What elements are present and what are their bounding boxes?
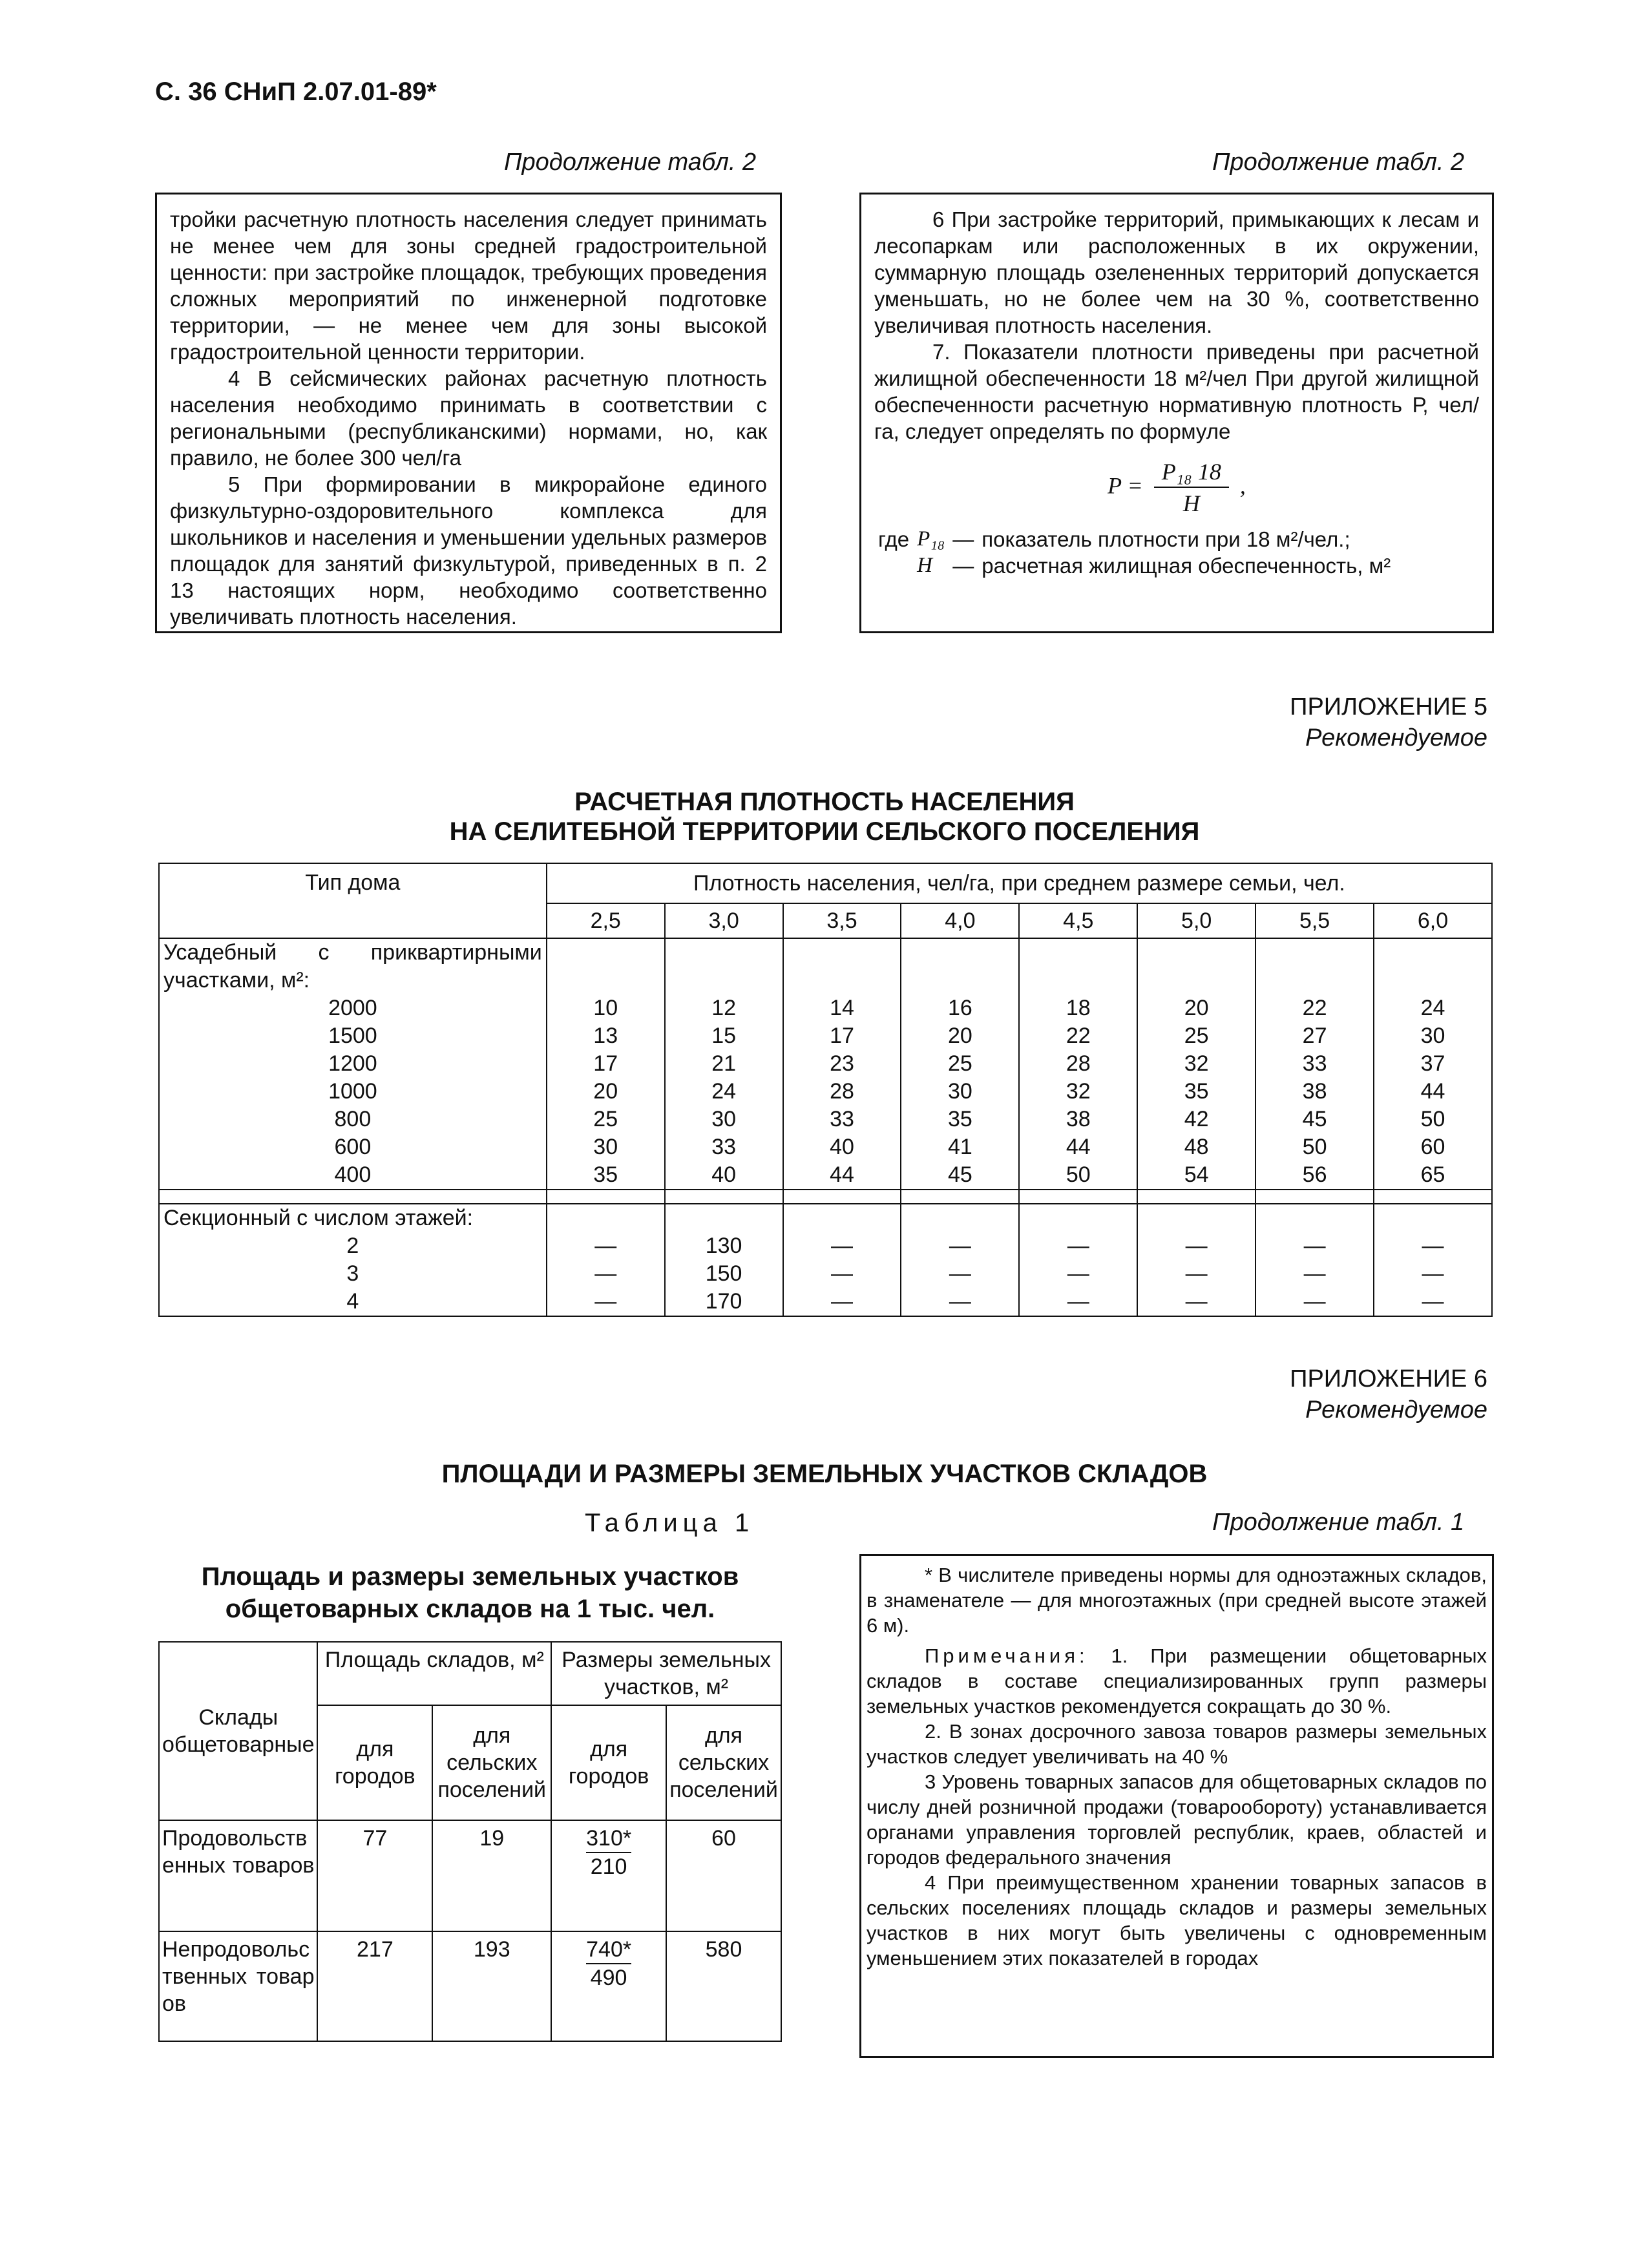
density-value: 170 [705, 1289, 742, 1314]
density-value: 17 [593, 1051, 618, 1076]
density-value: — [949, 1289, 971, 1314]
col-header-area-rural: для сельских поселений [432, 1705, 551, 1820]
def-symbol: H [917, 554, 933, 577]
density-column-cell [1137, 938, 1255, 1190]
house-type-row-label: 1200 [328, 1051, 377, 1076]
house-type-cell [159, 1204, 547, 1316]
density-value: 18 [1066, 996, 1091, 1020]
family-size-header: 3,0 [665, 903, 783, 938]
col-header-area-city: для городов [317, 1705, 432, 1820]
house-type-row-label: 4 [346, 1289, 359, 1314]
size-city-denominator: 210 [590, 1854, 627, 1879]
area-rural: 19 [432, 1820, 551, 1931]
appendix-5-title-line-2: НА СЕЛИТЕБНОЙ ТЕРРИТОРИИ СЕЛЬСКОГО ПОСЕЛЕНИЯ [449, 817, 1200, 846]
formula-denominator: H [1182, 490, 1200, 516]
appendix-5-title [0, 787, 1649, 846]
density-value: — [831, 1234, 853, 1258]
size-city-numerator: 310* [586, 1825, 631, 1853]
left-note-paragraph: 4 В сейсмических районах расчетную плотность населения необходимо принимать в соответствии с региональными (республиканскими) нормами, но, как правило, не более 300 чел/га [170, 366, 767, 470]
density-value: 150 [705, 1261, 742, 1286]
size-rural: 60 [666, 1820, 781, 1931]
density-value: 30 [1420, 1024, 1445, 1048]
density-column-cell [665, 1204, 783, 1316]
house-type-row-label: 600 [334, 1135, 372, 1159]
density-column-cell [901, 938, 1019, 1190]
density-value: 15 [711, 1024, 737, 1048]
density-value: — [594, 1289, 617, 1314]
appendix-6-label: ПРИЛОЖЕНИЕ 6 [1290, 1365, 1487, 1392]
density-value: — [1422, 1289, 1444, 1314]
density-value: — [1303, 1234, 1326, 1258]
right-box-caption: Продолжение табл. 2 [1212, 149, 1465, 176]
density-column-cell [547, 1204, 665, 1316]
density-column-cell [783, 1204, 901, 1316]
density-formula [874, 459, 1479, 517]
density-value: — [831, 1289, 853, 1314]
table-row [159, 938, 1492, 1190]
density-value: 33 [711, 1135, 737, 1159]
house-type-row-label: 3 [346, 1261, 359, 1286]
notes-box-caption: Продолжение табл. 1 [1212, 1509, 1465, 1536]
density-value: 44 [1066, 1135, 1091, 1159]
family-size-header: 5,5 [1255, 903, 1374, 938]
density-value: 24 [711, 1079, 737, 1104]
formula-fraction [1154, 459, 1229, 517]
density-column-cell [665, 938, 783, 1190]
formula-definitions [874, 526, 1394, 579]
density-value: 60 [1420, 1135, 1445, 1159]
size-city [551, 1931, 666, 2041]
density-value: 22 [1066, 1024, 1091, 1048]
note-4: 4 При преимущественном хранении товарных запасов в сельских поселениях площадь складов и размеры земельных участков в них могут быть увеличены с одновременным уменьшением этих показателей в городах [867, 1871, 1487, 1969]
note-1-text: 1. При размещении общетоварных складов в составе специализированных групп размеры земельных участков рекомендуется сокращать до 30 %. [867, 1644, 1487, 1717]
table-1-title-line-2: общетоварных складов на 1 тыс. чел. [225, 1595, 715, 1623]
density-column-cell [1374, 938, 1492, 1190]
density-column-cell [547, 938, 665, 1190]
appendix-5-heading [1290, 691, 1487, 753]
size-rural: 580 [666, 1931, 781, 2041]
note-1 [867, 1643, 1487, 1719]
density-value: 20 [1184, 996, 1209, 1020]
family-size-header: 6,0 [1374, 903, 1492, 938]
density-value: — [1185, 1261, 1208, 1286]
house-type-group-label: Секционный с числом этажей: [163, 1206, 474, 1230]
size-city-numerator: 740* [586, 1936, 631, 1964]
row-label: Непродовольственных товаров [159, 1931, 317, 2041]
density-value: — [831, 1261, 853, 1286]
family-size-header: 4,5 [1019, 903, 1137, 938]
density-column-cell [783, 938, 901, 1190]
appendix-5-kind: Рекомендуемое [1305, 724, 1487, 751]
density-value: 41 [947, 1135, 972, 1159]
density-column-cell [1019, 938, 1137, 1190]
house-type-row-label: 2 [346, 1234, 359, 1258]
density-value: 20 [593, 1079, 618, 1104]
row-label: Продовольственных товаров [159, 1820, 317, 1931]
density-value: 24 [1420, 996, 1445, 1020]
col-header-warehouses: Склады общетоварные [159, 1642, 317, 1820]
warehouse-notes-box [859, 1554, 1494, 2058]
family-size-header: 5,0 [1137, 903, 1255, 938]
left-notes-box [155, 193, 782, 633]
area-city: 217 [317, 1931, 432, 2041]
density-value: 35 [1184, 1079, 1209, 1104]
note-7: 7. Показатели плотности приведены при расчетной жилищной обеспеченности 18 м²/чел При другой жилищной обеспеченности расчетную нормативную плотность Р, чел/га, следует определять по формуле [874, 340, 1479, 443]
area-city: 77 [317, 1820, 432, 1931]
house-type-row-label: 2000 [328, 996, 377, 1020]
density-value: 21 [711, 1051, 737, 1076]
table-1-label: Таблица 1 [585, 1509, 755, 1537]
density-value: 37 [1420, 1051, 1445, 1076]
density-value: 40 [711, 1162, 737, 1187]
footnote: * В числителе приведены нормы для одноэтажных складов, в знаменателе — для многоэтажных (при средней высоте этажей 6 м). [867, 1564, 1487, 1637]
formula-tail: , [1239, 472, 1246, 499]
density-value: 25 [593, 1107, 618, 1131]
def-text: расчетная жилищная обеспеченность, м² [982, 554, 1391, 578]
density-value: 28 [830, 1079, 854, 1104]
col-header-plot-sizes: Размеры земельных участков, м² [551, 1642, 781, 1705]
density-value: 16 [947, 996, 972, 1020]
density-value: 35 [947, 1107, 972, 1131]
density-value: 33 [1302, 1051, 1327, 1076]
house-type-row-label: 1500 [328, 1024, 377, 1048]
formula-lhs: P = [1108, 472, 1143, 499]
def-text: показатель плотности при 18 м²/чел.; [982, 527, 1350, 551]
density-value: 35 [593, 1162, 618, 1187]
density-column-cell [1137, 1204, 1255, 1316]
density-value: 44 [1420, 1079, 1445, 1104]
density-value: 13 [593, 1024, 618, 1048]
size-city-fraction [586, 1936, 631, 1991]
density-value: 32 [1066, 1079, 1091, 1104]
left-box-caption: Продолжение табл. 2 [504, 149, 757, 176]
density-value: — [1422, 1261, 1444, 1286]
appendix-6-title: ПЛОЩАДИ И РАЗМЕРЫ ЗЕМЕЛЬНЫХ УЧАСТКОВ СКЛАДОВ [441, 1460, 1208, 1488]
density-column-cell [1374, 1204, 1492, 1316]
density-value: 14 [830, 996, 854, 1020]
density-value: 56 [1302, 1162, 1327, 1187]
size-city-denominator: 490 [590, 1966, 627, 1990]
note-2: 2. В зонах досрочного завоза товаров размеры земельных участков следует увеличивать на 40 % [867, 1720, 1487, 1768]
density-value: 32 [1184, 1051, 1209, 1076]
table-row [159, 1204, 1492, 1316]
density-value: 22 [1302, 996, 1327, 1020]
density-value: 54 [1184, 1162, 1209, 1187]
appendix-5-label: ПРИЛОЖЕНИЕ 5 [1290, 693, 1487, 720]
house-type-row-label: 400 [334, 1162, 372, 1187]
density-value: 50 [1420, 1107, 1445, 1131]
right-notes-box [859, 193, 1494, 633]
col-header-area: Площадь складов, м² [317, 1642, 551, 1705]
table-row [159, 1931, 781, 2041]
note-6: 6 При застройке территорий, примыкающих к лесам и лесопаркам или расположенных в их окружении, суммарную площадь озелененных территорий допускается уменьшать, но не более чем на 30 %, соответственно увеличивая плотность населения. [874, 207, 1479, 337]
density-column-cell [1255, 1204, 1374, 1316]
density-value: 50 [1302, 1135, 1327, 1159]
density-column-cell [1255, 938, 1374, 1190]
density-value: 38 [1302, 1079, 1327, 1104]
def-symbol: P₁₈ [917, 527, 945, 551]
table-1-title [158, 1560, 782, 1625]
density-value: 65 [1420, 1162, 1445, 1187]
density-value: 23 [830, 1051, 854, 1076]
density-value: 45 [947, 1162, 972, 1187]
density-value: — [1067, 1289, 1089, 1314]
density-value: — [1303, 1261, 1326, 1286]
col-header-size-rural: для сельских поселений [666, 1705, 781, 1820]
def-dash: — [952, 527, 974, 551]
col-header-house-type: Тип дома [159, 863, 547, 938]
density-table [158, 863, 1493, 1317]
warehouse-table [158, 1641, 782, 2042]
appendix-6-heading [1290, 1363, 1487, 1425]
density-value: 33 [830, 1107, 854, 1131]
house-type-cell [159, 938, 547, 1190]
density-value: 10 [593, 996, 618, 1020]
appendix-5-title-line-1: РАСЧЕТНАЯ ПЛОТНОСТЬ НАСЕЛЕНИЯ [574, 788, 1075, 816]
family-size-header: 4,0 [901, 903, 1019, 938]
density-value: 44 [830, 1162, 854, 1187]
col-header-size-city: для городов [551, 1705, 666, 1820]
left-note-paragraph: 5 При формировании в микрорайоне единого физкультурно-оздоровительного комплекса для школьников и населения и уменьшении удельных размеров площадок для занятий физкультурой, приведенных в п. 2 13 настоящих норм, необходимо соответственно увеличивать плотность населения. [170, 472, 767, 629]
page-header: С. 36 СНиП 2.07.01-89* [155, 78, 437, 106]
size-city-fraction [586, 1825, 631, 1880]
density-value: 28 [1066, 1051, 1091, 1076]
density-value: 130 [705, 1234, 742, 1258]
density-value: 50 [1066, 1162, 1091, 1187]
density-value: 27 [1302, 1024, 1327, 1048]
density-value: — [949, 1234, 971, 1258]
house-type-group-label: Усадебный с приквартирными участками, м²: [163, 940, 542, 992]
density-value: 48 [1184, 1135, 1209, 1159]
density-value: 30 [947, 1079, 972, 1104]
density-value: — [1185, 1289, 1208, 1314]
house-type-row-label: 800 [334, 1107, 372, 1131]
density-value: — [1067, 1261, 1089, 1286]
family-size-header: 3,5 [783, 903, 901, 938]
family-size-header: 2,5 [547, 903, 665, 938]
density-value: — [949, 1261, 971, 1286]
density-value: 30 [711, 1107, 737, 1131]
notes-heading: Примечания: [925, 1644, 1089, 1667]
table-1-title-line-1: Площадь и размеры земельных участков [201, 1562, 739, 1591]
density-value: — [594, 1261, 617, 1286]
formula-numerator: P₁₈ 18 [1154, 459, 1229, 488]
density-value: — [594, 1234, 617, 1258]
density-value: 42 [1184, 1107, 1209, 1131]
density-value: — [1067, 1234, 1089, 1258]
house-type-row-label: 1000 [328, 1079, 377, 1104]
density-column-cell [901, 1204, 1019, 1316]
density-column-cell [1019, 1204, 1137, 1316]
note-3: 3 Уровень товарных запасов для общетоварных складов по числу дней розничной продажи (товарообороту) устанавливается органами управления торговлей республик, краев, областей и городов федерального значения [867, 1770, 1487, 1869]
size-city [551, 1820, 666, 1931]
col-header-density: Плотность населения, чел/га, при среднем размере семьи, чел. [547, 863, 1492, 903]
appendix-6-kind: Рекомендуемое [1305, 1396, 1487, 1423]
area-rural: 193 [432, 1931, 551, 2041]
density-value: 25 [947, 1051, 972, 1076]
density-value: — [1422, 1234, 1444, 1258]
density-value: — [1185, 1234, 1208, 1258]
density-value: — [1303, 1289, 1326, 1314]
table-row [159, 1820, 781, 1931]
where-label: где [878, 527, 910, 551]
density-value: 17 [830, 1024, 854, 1048]
density-value: 40 [830, 1135, 854, 1159]
density-value: 12 [711, 996, 737, 1020]
density-value: 25 [1184, 1024, 1209, 1048]
density-value: 45 [1302, 1107, 1327, 1131]
def-dash: — [952, 554, 974, 578]
density-value: 38 [1066, 1107, 1091, 1131]
density-value: 20 [947, 1024, 972, 1048]
density-value: 30 [593, 1135, 618, 1159]
left-note-paragraph: тройки расчетную плотность населения следует принимать не менее чем для зоны средней градостроительной ценности: при застройке площадок, требующих проведения сложных мероприятий по инженерной подготовке территории, — не менее чем для зоны высокой градостроительной ценности территории. [170, 207, 767, 364]
